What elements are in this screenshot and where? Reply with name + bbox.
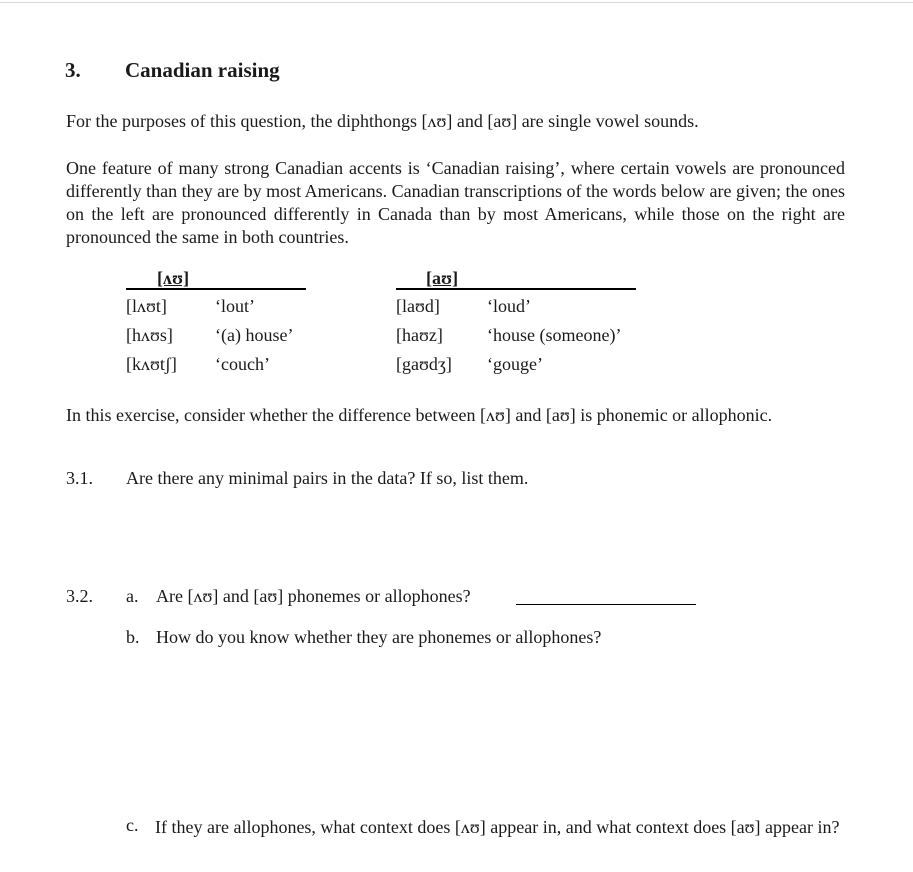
question-3-2b-text: How do you know whether they are phonemes or allophones?	[156, 627, 602, 647]
left-ipa-1: [lʌʊt]	[126, 296, 167, 316]
question-3-2c-letter: c.	[126, 815, 139, 835]
left-gloss-1: ‘lout’	[215, 296, 255, 316]
question-3-2a-text: Are [ʌʊ] and [aʊ] phonemes or allophones?	[156, 586, 471, 606]
question-3-2c-text: If they are allophones, what context does [ʌʊ] appear in, and what context does [aʊ] appear in?	[155, 817, 840, 837]
section-number: 3.	[65, 58, 81, 82]
left-column-header: [ʌʊ]	[157, 268, 190, 288]
right-column-header: [aʊ]	[426, 268, 459, 288]
right-ipa-1: [laʊd]	[396, 296, 440, 316]
left-gloss-2: ‘(a) house’	[215, 325, 294, 345]
section-title: Canadian raising	[125, 58, 280, 82]
left-header-rule	[126, 288, 306, 290]
right-gloss-1: ‘loud’	[487, 296, 531, 316]
answer-blank-line[interactable]	[516, 604, 696, 605]
intro-paragraph: For the purposes of this question, the diphthongs [ʌʊ] and [aʊ] are single vowel sounds.	[66, 111, 699, 131]
right-gloss-3: ‘gouge’	[487, 354, 543, 374]
question-3-2a-letter: a.	[126, 586, 139, 606]
description-paragraph: One feature of many strong Canadian accents is ‘Canadian raising’, where certain vowels are pronounced differently than they are by most Americans. Canadian transcriptions of the words below are given; the ones on the left are pronounced differently in Canada than by most Americans, while those on the right are pronounced the same in both countries.	[66, 158, 845, 247]
exercise-paragraph: In this exercise, consider whether the difference between [ʌʊ] and [aʊ] is phonemic or allophonic.	[66, 405, 773, 425]
right-ipa-3: [gaʊdʒ]	[396, 354, 452, 374]
right-gloss-2: ‘house (someone)’	[487, 325, 622, 345]
right-header-rule	[396, 288, 636, 290]
left-gloss-3: ‘couch’	[215, 354, 270, 374]
question-3-1-number: 3.1.	[66, 468, 93, 488]
question-3-2b-letter: b.	[126, 627, 140, 647]
question-3-1-text: Are there any minimal pairs in the data? If so, list them.	[126, 468, 529, 488]
page-top-border	[0, 2, 913, 3]
right-ipa-2: [haʊz]	[396, 325, 443, 345]
question-3-2-number: 3.2.	[66, 586, 93, 606]
left-ipa-3: [kʌʊtʃ]	[126, 354, 177, 374]
left-ipa-2: [hʌʊs]	[126, 325, 173, 345]
